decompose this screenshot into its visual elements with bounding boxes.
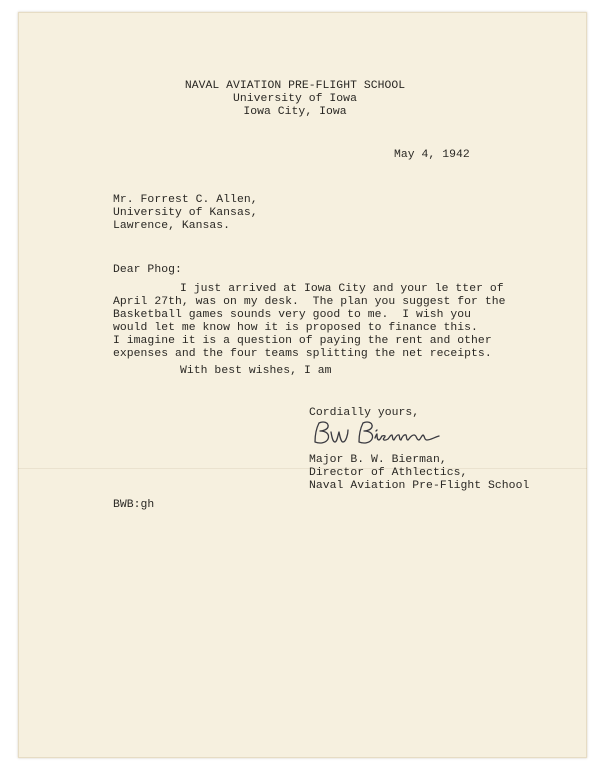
letterhead-line-3: Iowa City, Iowa [243, 106, 347, 118]
recipient-line-2: University of Kansas, [113, 207, 258, 219]
complimentary-close: Cordially yours, [309, 407, 420, 419]
body-line-3: Basketball games sounds very good to me. I wish you [113, 309, 472, 321]
body-line-5: I imagine it is a question of paying the rent and other [113, 335, 492, 347]
body-line-1: I just arrived at Iowa City and your le tter of [180, 283, 504, 295]
salutation: Dear Phog: [113, 264, 182, 276]
signer-line-1: Major B. W. Bierman, [309, 454, 447, 466]
letterhead-line-1: NAVAL AVIATION PRE-FLIGHT SCHOOL [184, 80, 406, 92]
letter-sheet [18, 12, 587, 758]
body-line-2: April 27th, was on my desk. The plan you suggest for the [113, 296, 506, 308]
closing-line: With best wishes, I am [180, 365, 332, 377]
reference-initials: BWB:gh [113, 499, 155, 511]
signer-line-2: Director of Athlectics, [309, 467, 468, 479]
body-line-6: expenses and the four teams splitting the net receipts. [113, 348, 492, 360]
letter-date: May 4, 1942 [394, 149, 470, 161]
fold-crease [18, 468, 587, 469]
recipient-line-3: Lawrence, Kansas. [113, 220, 231, 232]
handwritten-signature [309, 418, 479, 450]
letterhead-line-2: University of Iowa [233, 93, 357, 105]
recipient-line-1: Mr. Forrest C. Allen, [113, 194, 258, 206]
signer-line-3: Naval Aviation Pre-Flight School [309, 480, 530, 492]
body-line-4: would let me know how it is proposed to finance this. [113, 322, 478, 334]
